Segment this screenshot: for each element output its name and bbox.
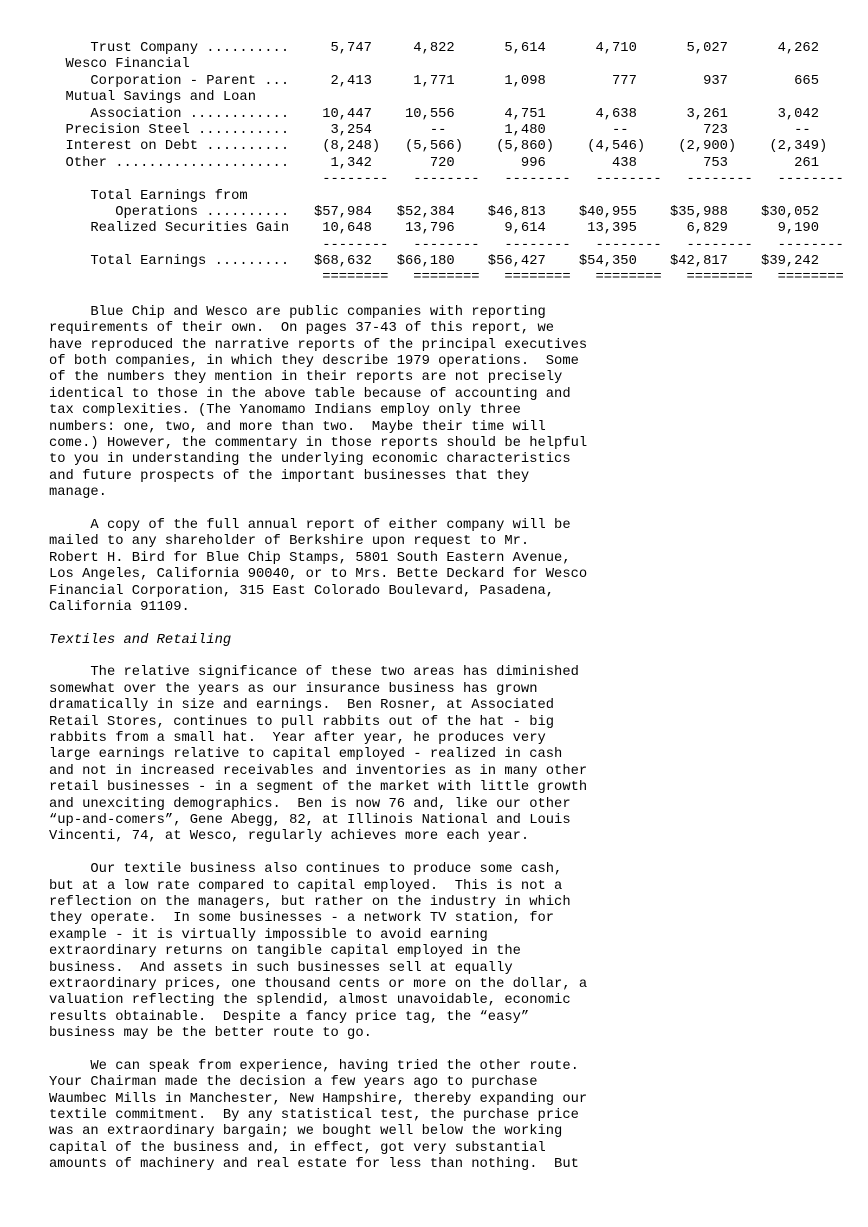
text-line: reflection on the managers, but rather on the industry in which <box>49 894 571 910</box>
text-line: Realized Securities Gain 10,648 13,796 9,614 13,395 6,829 9,190 <box>49 221 819 237</box>
text-line: rabbits from a small hat. Year after year, he produces very <box>49 731 546 747</box>
text-line: Waumbec Mills in Manchester, New Hampshire, thereby expanding our <box>49 1091 588 1107</box>
section-heading-textiles-retailing: Textiles and Retailing <box>49 632 232 648</box>
text-line: Wesco Financial <box>49 57 190 73</box>
text-line: Association ............ 10,447 10,556 4,751 4,638 3,261 3,042 <box>49 106 819 122</box>
paragraph-annual-report-copy <box>49 518 819 616</box>
text-line: and future prospects of the important businesses that they <box>49 468 530 484</box>
text-line: textile commitment. By any statistical test, the purchase price <box>49 1108 579 1124</box>
text-line: Operations .......... $57,984 $52,384 $46,813 $40,955 $35,988 $30,052 <box>49 204 819 220</box>
text-line: extraordinary returns on tangible capital employed in the <box>49 944 521 960</box>
text-line: large earnings relative to capital employed - realized in cash <box>49 747 563 763</box>
text-line: retail businesses - in a segment of the market with little growth <box>49 780 588 796</box>
document-page <box>49 41 844 1190</box>
text-line: mailed to any shareholder of Berkshire upon request to Mr. <box>49 534 530 550</box>
text-line: Our textile business also continues to produce some cash, <box>49 862 563 878</box>
text-line: requirements of their own. On pages 37-43 of this report, we <box>49 321 555 337</box>
text-line: manage. <box>49 485 107 501</box>
text-line: Mutual Savings and Loan <box>49 90 256 106</box>
text-line: results obtainable. Despite a fancy price tag, the “easy” <box>49 1009 530 1025</box>
text-line: Your Chairman made the decision a few years ago to purchase <box>49 1075 538 1091</box>
text-line: business may be the better route to go. <box>49 1026 372 1042</box>
text-line: numbers: one, two, and more than two. Maybe their time will <box>49 419 546 435</box>
text-line: Robert H. Bird for Blue Chip Stamps, 5801 South Eastern Avenue, <box>49 550 571 566</box>
text-line: The relative significance of these two areas has diminished <box>49 665 579 681</box>
text-line: Los Angeles, California 90040, or to Mrs. Bette Deckard for Wesco <box>49 567 588 583</box>
text-line: capital of the business and, in effect, got very substantial <box>49 1140 546 1156</box>
text-line: extraordinary prices, one thousand cents or more on the dollar, a <box>49 976 588 992</box>
text-line: was an extraordinary bargain; we bought well below the working <box>49 1124 563 1140</box>
text-line: Total Earnings from <box>49 188 248 204</box>
text-line: business. And assets in such businesses sell at equally <box>49 960 513 976</box>
text-line: of both companies, in which they describe 1979 operations. Some <box>49 354 579 370</box>
paragraph-experience <box>49 1059 819 1174</box>
text-line: Corporation - Parent ... 2,413 1,771 1,098 777 937 665 <box>49 73 819 89</box>
text-line: -------- -------- -------- -------- -------- -------- <box>49 237 844 253</box>
text-line: of the numbers they mention in their reports are not precisely <box>49 370 563 386</box>
paragraph-textile-business <box>49 862 819 1042</box>
text-line: they operate. In some businesses - a network TV station, for <box>49 911 555 927</box>
text-line: Other ..................... 1,342 720 996 438 753 261 <box>49 155 819 171</box>
text-line: and unexciting demographics. Ben is now 76 and, like our other <box>49 796 571 812</box>
text-line: We can speak from experience, having tried the other route. <box>49 1058 579 1074</box>
text-line: Blue Chip and Wesco are public companies with reporting <box>49 304 546 320</box>
text-line: example - it is virtually impossible to avoid earning <box>49 927 488 943</box>
text-line: California 91109. <box>49 599 190 615</box>
text-line: Precision Steel ........... 3,254 -- 1,480 -- 723 -- <box>49 122 811 138</box>
text-line: valuation reflecting the splendid, almost unavoidable, economic <box>49 993 571 1009</box>
text-line: somewhat over the years as our insurance business has grown <box>49 681 538 697</box>
text-line: -------- -------- -------- -------- -------- -------- <box>49 172 844 188</box>
paragraph-blue-chip-wesco <box>49 305 819 502</box>
text-line: and not in increased receivables and inventories as in many other <box>49 763 588 779</box>
text-line: to you in understanding the underlying economic characteristics <box>49 452 571 468</box>
text-line: Total Earnings ......... $68,632 $66,180 $56,427 $54,350 $42,817 $39,242 <box>49 254 819 270</box>
text-line: Vincenti, 74, at Wesco, regularly achieves more each year. <box>49 829 530 845</box>
text-line: tax complexities. (The Yanomamo Indians employ only three <box>49 403 521 419</box>
text-line: A copy of the full annual report of either company will be <box>49 517 571 533</box>
text-line: ======== ======== ======== ======== ======== ======== <box>49 270 844 286</box>
text-line: have reproduced the narrative reports of the principal executives <box>49 337 588 353</box>
text-line: but at a low rate compared to capital employed. This is not a <box>49 878 563 894</box>
earnings-table <box>49 41 844 287</box>
paragraph-relative-significance <box>49 665 819 845</box>
text-line: Financial Corporation, 315 East Colorado Boulevard, Pasadena, <box>49 583 555 599</box>
text-line: amounts of machinery and real estate for less than nothing. But <box>49 1157 579 1173</box>
text-line: Interest on Debt .......... (8,248) (5,566) (5,860) (4,546) (2,900) (2,349) <box>49 139 828 155</box>
text-line: come.) However, the commentary in those reports should be helpful <box>49 435 588 451</box>
text-line: dramatically in size and earnings. Ben Rosner, at Associated <box>49 698 555 714</box>
text-line: Retail Stores, continues to pull rabbits out of the hat - big <box>49 714 555 730</box>
text-line: “up-and-comers”, Gene Abegg, 82, at Illinois National and Louis <box>49 812 571 828</box>
text-line: identical to those in the above table because of accounting and <box>49 386 571 402</box>
text-line: Trust Company .......... 5,747 4,822 5,614 4,710 5,027 4,262 <box>49 41 819 56</box>
